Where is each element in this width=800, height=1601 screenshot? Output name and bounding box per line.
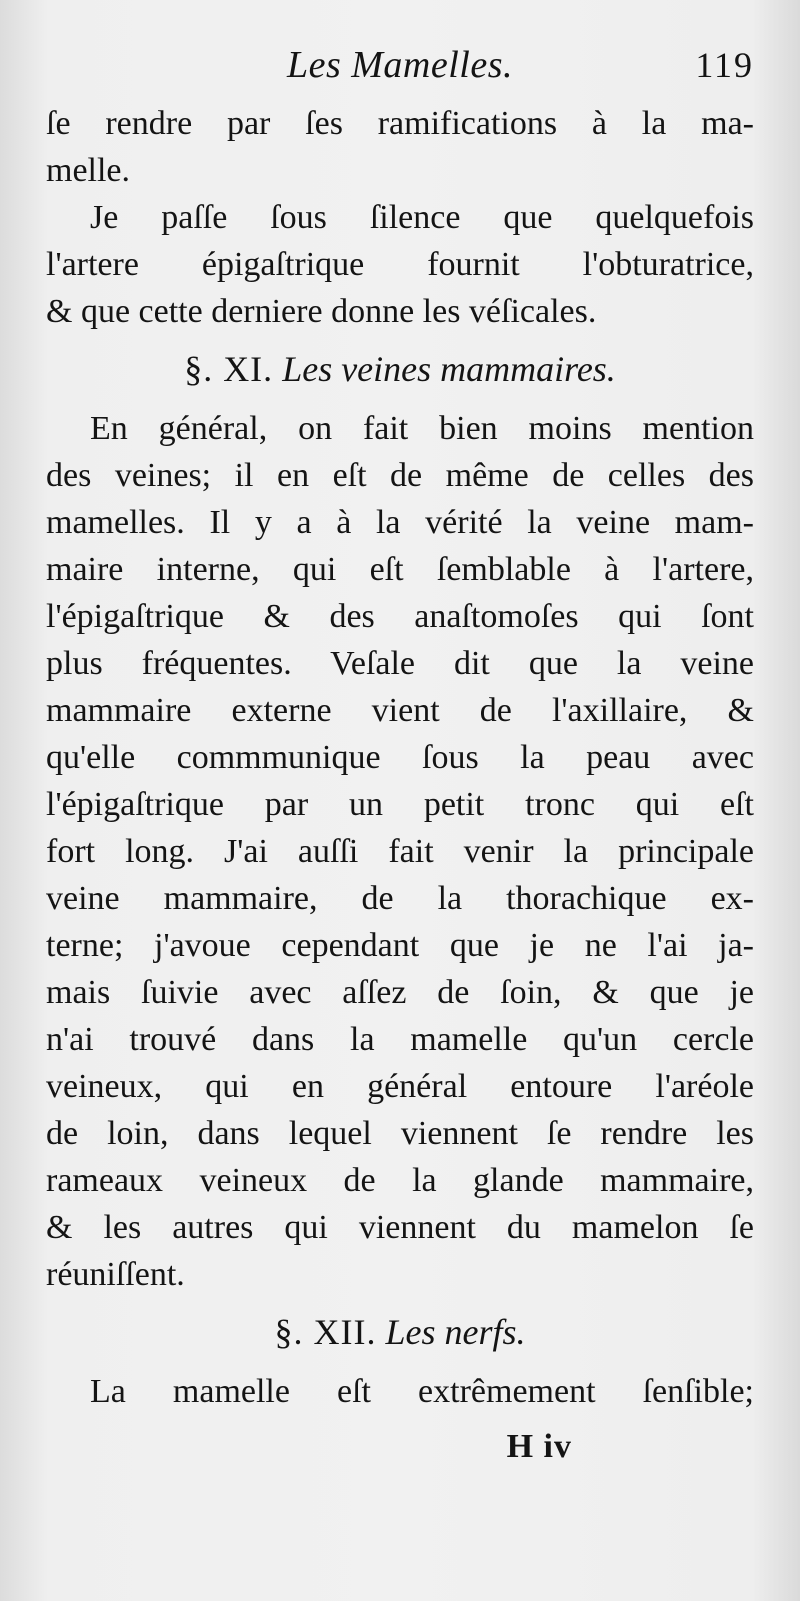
text-line: mamelles. Il y a à la vérité la veine mam- <box>46 504 754 541</box>
section-heading-xi <box>46 339 754 399</box>
catchword: H iv <box>506 1428 572 1465</box>
section-number: §. XII. <box>274 1312 377 1352</box>
text-line: La mamelle eſt extrêmement ſenſible; <box>90 1373 754 1410</box>
text-line: terne; j'avoue cependant que je ne l'ai ja- <box>46 927 754 964</box>
section-number: §. XI. <box>184 349 274 389</box>
text-line: Je paſſe ſous ſilence que quelquefois <box>90 199 754 236</box>
section-heading-xii <box>46 1302 754 1362</box>
text-line: ſe rendre par ſes ramifications à la ma- <box>46 105 754 142</box>
text-line: qu'elle commmunique ſous la peau avec <box>46 739 754 776</box>
text-line: & les autres qui viennent du mamelon ſe <box>46 1209 754 1246</box>
text-line: l'épigaſtrique & des anaſtomoſes qui ſont <box>46 598 754 635</box>
text-line: réuniſſent. <box>46 1256 185 1293</box>
text-line: & que cette derniere donne les véſicales. <box>46 293 597 330</box>
text-line: fort long. J'ai auſſi fait venir la principale <box>46 833 754 870</box>
body-text <box>46 100 754 1415</box>
text-line: l'épigaſtrique par un petit tronc qui eſt <box>46 786 754 823</box>
text-line: l'artere épigaſtrique fournit l'obturatrice, <box>46 246 754 283</box>
section-title: Les veines mammaires. <box>282 349 616 389</box>
text-line: n'ai trouvé dans la mamelle qu'un cercle <box>46 1021 754 1058</box>
page-header <box>0 40 800 90</box>
text-line: mammaire externe vient de l'axillaire, & <box>46 692 754 729</box>
text-line: de loin, dans lequel viennent ſe rendre les <box>46 1115 754 1152</box>
text-line: maire interne, qui eſt ſemblable à l'artere, <box>46 551 754 588</box>
text-line: veineux, qui en général entoure l'aréole <box>46 1068 754 1105</box>
text-line: En général, on fait bien moins mention <box>90 410 754 447</box>
text-line: melle. <box>46 152 131 189</box>
text-line: plus fréquentes. Veſale dit que la veine <box>46 645 754 682</box>
page-number: 119 <box>695 45 754 85</box>
text-line: veine mammaire, de la thorachique ex- <box>46 880 754 917</box>
text-line: rameaux veineux de la glande mammaire, <box>46 1162 754 1199</box>
section-title: Les nerfs. <box>385 1312 526 1352</box>
running-title: Les Mamelles. <box>286 44 514 86</box>
text-line: mais ſuivie avec aſſez de ſoin, & que je <box>46 974 754 1011</box>
text-line: des veines; il en eſt de même de celles des <box>46 457 754 494</box>
